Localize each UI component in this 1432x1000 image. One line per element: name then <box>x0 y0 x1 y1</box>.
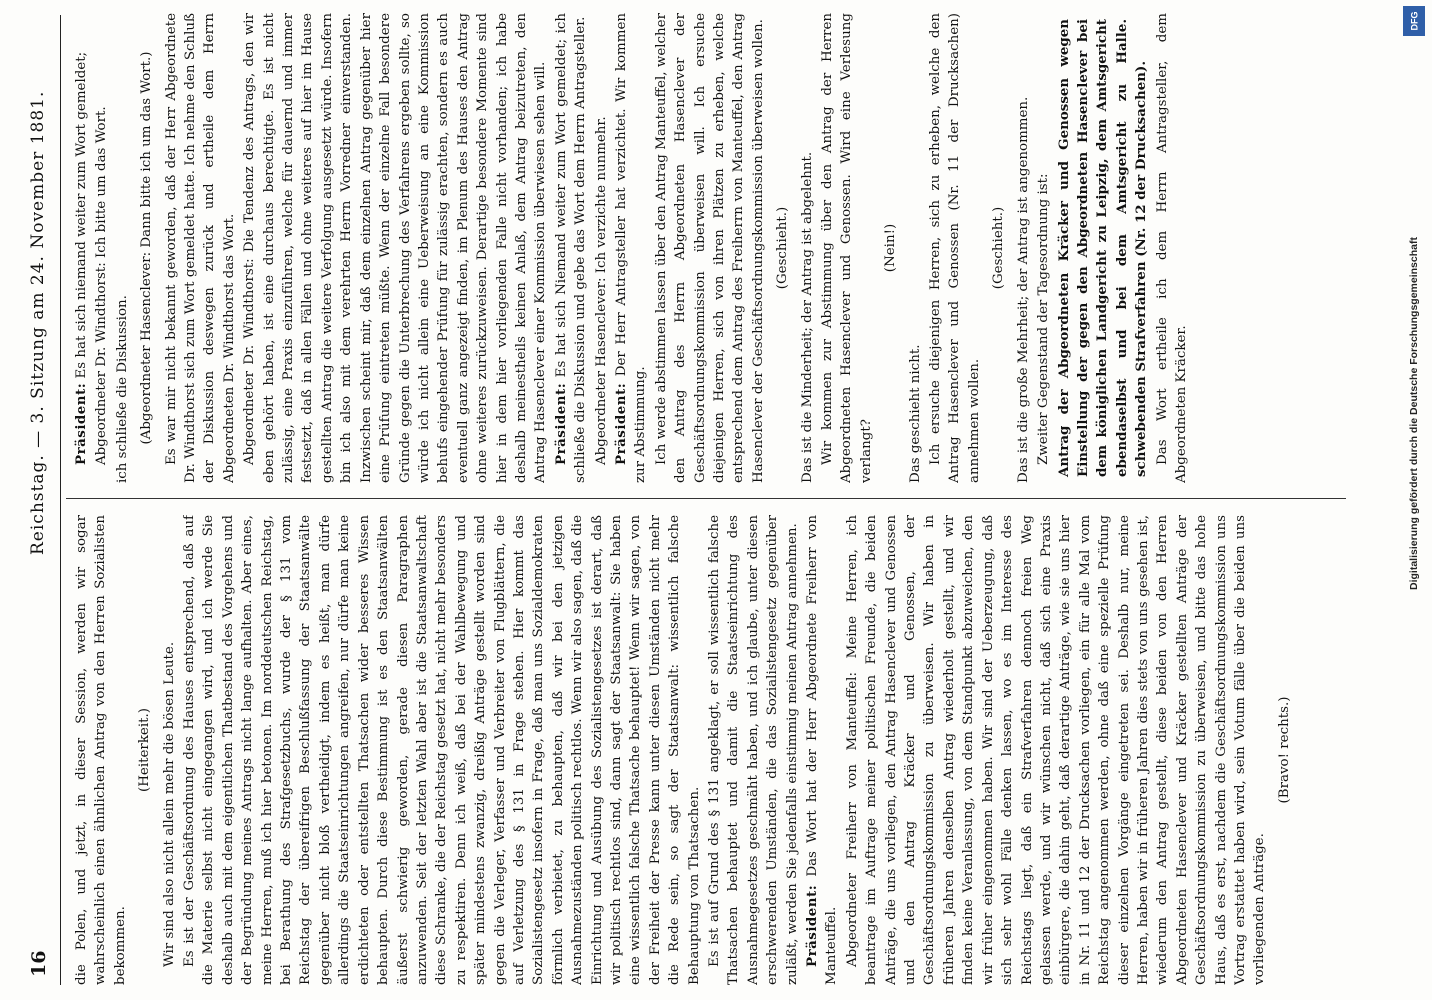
body-paragraph: Zweiter Gegenstand der Tagesordnung ist: <box>1036 173 1052 465</box>
speech-text: Es hat sich Niemand weiter zum Wort gemeldet; ich schließe die Diskussion und gebe das Wort dem Herrn Antragsteller. <box>553 13 589 483</box>
dfg-logo-text: DFG <box>1409 11 1419 31</box>
page-number: 16 <box>28 950 50 977</box>
stage-direction: (Geschieht.) <box>775 206 791 290</box>
body-paragraph: Abgeordneter Dr. Windthorst: Die Tendenz des Antrags, den wir eben gehört haben, ist eine durchaus berechtigte. Es ist nicht zulässig, eine Praxis einzuführen, welche für dauernd und immer festsetzt, daß in allen Fällen und ohne weiteres auf hier im Hause gestellten Antrag die weitere Verfolgung ausgesetzt würde. Insofern bin ich also mit dem verehrten Herrn Vorredner einverstanden. Inzwischen scheint mir, daß dem einzelnen Antrag gegenüber hier eine Prüfung eintreten müßte. Wenn der einzelne Fall besondere Gründe gegen die Unterbrechung des Verfahrens ergeben sollte, so würde ich nicht allein eine Ueberweisung an eine Kommission behufs eingehender Prüfung für zulässig erachten, sondern es auch eventuell ganz angezeigt finden, im Plenum des Hauses den Antrag ohne weiteres zurückzuweisen. Derartige besondere Momente sind hier in dem hier vorliegenden Falle nicht vorhanden; ich habe deshalb meinestheils keinen Anlaß, dem Antrag beizutreten, den Antrag Hasenclever einer Kommission überwiesen sehen will. <box>242 13 549 483</box>
body-paragraph: Ich werde abstimmen lassen über den Antrag Manteuffel, welcher den Antrag des Herrn Abgeordneten Hasenclever der Geschäftsordnungskommission überweisen will. Ich ersuche diejenigen Herren, sich von ihren Plätzen zu erheben, welche entsprechend dem Antrag des Freiherrn von Manteuffel, den Antrag Hasenclever der Geschäftsordnungskommission überweisen wollen. <box>653 13 766 483</box>
rotated-document-page <box>22 5 1362 995</box>
speaker-paragraph <box>612 13 651 483</box>
speech-text: Es hat sich niemand weiter zum Wort gemeldet; <box>74 51 89 379</box>
speech-text: Der Herr Antragsteller hat verzichtet. Wir kommen zur Abstimmung. <box>613 13 649 483</box>
speaker-label: Präsident: <box>73 382 89 465</box>
body-paragraph: Abgeordneter Hasenclever: Ich verzichte nunmehr. <box>593 116 609 465</box>
speech-text: Das Wort hat der Herr Abgeordnete Freiherr von Manteuffel. <box>805 515 840 985</box>
body-paragraph: Es ist der Geschäftsordnung des Hauses entsprechend, daß auf die Materie selbst nicht eingegangen wird, und ich werde Sie deshalb auch mit dem eigentlichen Thatbestand des Vorgehens und der Begründung meines Antrags nicht lange aufhalten. Aber eines, meine Herren, muß ich hier betonen. Im norddeutschen Reichstag, bei Berathung des Strafgesetzbuchs, wurde der § 131 vom Reichstag der übereifrigen Beschlußfassung der Staatsanwälte gegenüber nicht bloß vertheidigt, indem es heißt, man dürfe allerdings die Staatseinrichtungen angreifen, nur dürfe man keine erdichteten oder entstellten Thatsachen wider besseres Wissen behaupten. Durch diese Bestimmung ist es den Staatsanwälten äußerst schwierig geworden, gerade diesen Paragraphen anzuwenden. Seit der letzten Wahl aber ist die Staatsanwaltschaft diese Schranke, die der Reichstag gesetzt hat, nicht mehr besonders zu respektiren. Denn ich weiß, daß bei der Wahlbewegung und später mindestens zwanzig, dreißig Anträge gestellt worden sind gegen die Verleger, Verfasser und Verbreiter von Flugblättern, die auf Verletzung des § 131 in Frage stehen. Hier kommt das Sozialistengesetz insofern in Frage, daß man uns Sozialdemokraten förmlich verbietet, zu behaupten, daß wir bei den jetzigen Ausnahmezuständen politisch rechtlos. Wenn wir also sagen, daß die Einrichtung und Ausübung des Sozialistengesetzes ist derart, daß wir politisch rechtlos sind, dann sagt der Staatsanwalt: Sie haben eine wissentlich falsche Thatsache behauptet! Wenn wir sagen, von der Freiheit der Presse kann unter diesen Umständen nicht mehr die Rede sein, so sagt der Staatsanwalt: wissentlich falsche Behauptung von Thatsachen. <box>182 515 702 985</box>
stage-direction: (Abgeordneter Hasenclever: Dann bitte ich um das Wort.) <box>139 51 155 445</box>
body-paragraph: Abgeordneter Dr. Windthorst: Ich bitte um das Wort. <box>94 106 110 465</box>
body-paragraph: Das ist die große Mehrheit; der Antrag ist angenommen. <box>1015 96 1031 483</box>
body-paragraph: Das Wort ertheile ich dem Herrn Antragsteller, dem Abgeordneten Kräcker. <box>1154 13 1189 483</box>
stage-direction: (Geschieht.) <box>991 206 1007 290</box>
body-paragraph: Es ist auf Grund des § 131 angeklagt, er soll wissentlich falsche Thatsachen behauptet und damit die Staatseinrichtung des Ausnahmegesetzes geschmäht haben, und ich glaube, unter diesen erschwerenden Umständen, die das Sozialistengesetz gegenüber zuläßt, werden Sie jedenfalls einstimmig meinen Antrag annehmen. <box>707 515 800 985</box>
motion-title: Antrag der Abgeordneten Kräcker und Genossen wegen Einstellung der gegen den Abgeordneten Hasenclever bei dem königlichen Landgericht zu Leipzig, dem Amtsgericht ebendaselbst und bei dem Amtsgericht zu Halle. schwebenden Strafverfahren (Nr. 12 der Drucksachen). <box>1055 19 1150 477</box>
body-paragraph: Ich ersuche diejenigen Herren, sich zu erheben, welche den Antrag Hasenclever und Genossen (Nr. 11 der Drucksachen) annehmen wollen. <box>928 13 982 483</box>
body-paragraph: Das ist die Minderheit; der Antrag ist abgelehnt. <box>799 151 815 483</box>
body-paragraph: Es war mir nicht bekannt geworden, daß der Herr Abgeordnete Dr. Windthorst sich zum Wort gemeldet hatte. Ich nehme den Schluß der Diskussion deswegen zurück und ertheile dem Herrn Abgeordneten Dr. Windthorst das Wort. <box>163 13 237 483</box>
stage-direction: (Nein!) <box>883 223 899 273</box>
speaker-paragraph <box>803 515 842 985</box>
stage-direction: (Heiterkeit.) <box>137 708 153 792</box>
speaker-label: Präsident: <box>612 382 629 465</box>
speaker-label: Präsident: <box>552 382 569 465</box>
body-paragraph: Wir kommen zur Abstimmung über den Antrag der Herren Abgeordneten Hasenclever und Genossen. Wird eine Verlesung verlangt? <box>820 13 874 483</box>
speaker-paragraph <box>72 13 91 483</box>
body-paragraph: die Polen, und jetzt, in dieser Session, werden wir sogar wahrscheinlich einen ähnlichen Antrag von den Herren Sozialisten bekommen. <box>74 515 128 985</box>
stage-direction: (Bravo! rechts.) <box>1276 696 1292 804</box>
speaker-paragraph <box>552 13 591 483</box>
running-title: Reichstag. — 3. Sitzung am 24. November 1881. <box>28 90 48 555</box>
running-header <box>22 5 62 995</box>
body-paragraph: Wir sind also nicht allein mehr die bösen Leute. <box>161 641 177 967</box>
body-paragraph: Abgeordneter Freiherr von Manteuffel: Meine Herren, ich beantrage im Auftrage meiner politischen Freunde, die beiden Anträge, die uns vorliegen, den Antrag Hasenclever und Genossen und den Antrag Kräcker und Genossen, der Geschäftsordnungskommission zu überweisen. Wir haben in früheren Jahren denselben Antrag wiederholt gestellt, und wir finden keine Veranlassung, von dem Standpunkt abzuweichen, den wir früher eingenommen haben. Wir sind der Ueberzeugung, daß sich sehr wohl Fälle denken lassen, wo es im Interesse des Reichstags liegt, daß ein Strafverfahren dennoch freien Weg gelassen werde, und wir wünschen nicht, daß sich eine Praxis einbürgere, die dahin geht, daß derartige Anträge, wie sie uns hier in Nr. 11 und 12 der Drucksachen vorliegen, ein für alle Mal vom Reichstag angenommen werden, ohne daß eine spezielle Prüfung dieser einzelnen Vorgänge eingetreten sei. Deshalb nur, meine Herren, haben wir in früheren Jahren dies stets von uns gesehen ist, wiederum den Antrag gestellt, diese beiden von den Herren Abgeordneten Hasenclever und Kräcker gestellten Anträge der Geschäftsordnungskommission zu überweisen, und bitte das hohe Haus, daß es erst, nachdem die Geschäftsordnungskommission uns Vortrag erstattet haben wird, sein Votum fälle über die beiden uns vorliegenden Anträge. <box>844 515 1268 985</box>
digitization-sidebar <box>1399 0 1429 1000</box>
speaker-label: Präsident: <box>804 884 821 967</box>
body-paragraph: ich schließe die Diskussion. <box>114 295 130 483</box>
body-paragraph: Das geschieht nicht. <box>907 344 923 483</box>
column-divider <box>66 498 1346 499</box>
digitization-note: Digitalisierung gefördert durch die Deutsche Forschungsgemeinschaft <box>1408 237 1420 590</box>
header-rule <box>60 15 61 985</box>
text-column-left <box>72 515 1342 985</box>
text-column-right <box>72 13 1342 483</box>
